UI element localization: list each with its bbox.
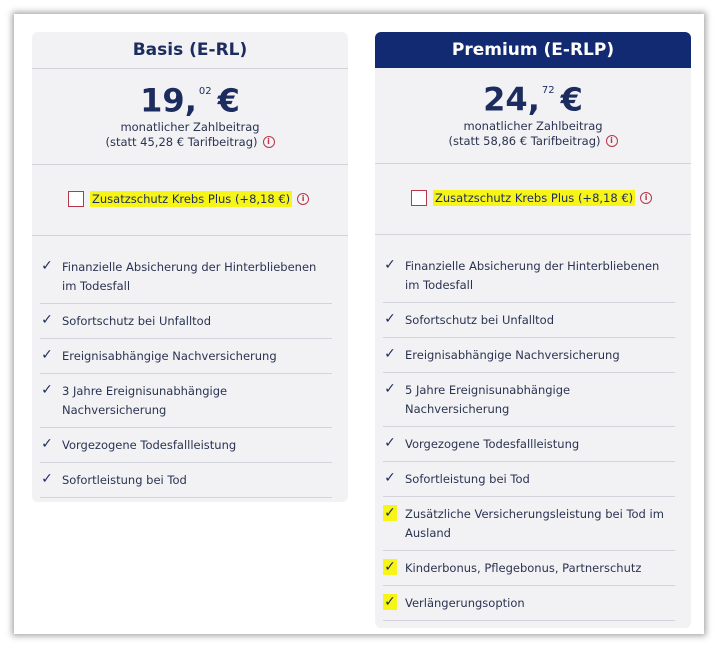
feature-text: Zusätzliche Versicherungsleistung bei Tod im Ausland: [405, 507, 664, 540]
info-icon[interactable]: i: [297, 193, 309, 205]
feature-text: Verlängerungsoption: [405, 596, 525, 610]
feature-text: Vorgezogene Todesfallleistung: [405, 437, 580, 451]
addon-option[interactable]: [68, 191, 309, 207]
feature-text: Sofortschutz bei Unfalltod: [405, 313, 555, 327]
plan-card-basis: [32, 32, 348, 502]
price-main: 24,: [483, 80, 540, 119]
price: [32, 79, 348, 120]
check-icon: ✓: [384, 381, 396, 397]
check-icon: ✓: [41, 258, 53, 274]
feature-text: Sofortschutz bei Unfalltod: [62, 314, 212, 328]
addon-label[interactable]: Zusatzschutz Krebs Plus (+8,18 €): [435, 191, 634, 205]
addon-label[interactable]: Zusatzschutz Krebs Plus (+8,18 €): [92, 192, 291, 206]
feature-item: [383, 462, 675, 497]
feature-item: [40, 463, 332, 498]
feature-text: Finanzielle Absicherung der Hinterbliebenen im Todesfall: [405, 259, 660, 292]
feature-item: [40, 304, 332, 339]
feature-text: Ereignisabhängige Nachversicherung: [405, 348, 620, 362]
plan-card-premium: [375, 32, 691, 628]
feature-item: [383, 303, 675, 338]
info-icon[interactable]: i: [606, 135, 618, 147]
feature-text: Ereignisabhängige Nachversicherung: [62, 349, 277, 363]
check-icon: ✓: [384, 435, 396, 451]
check-icon: ✓: [41, 382, 53, 398]
feature-item-highlighted: [383, 551, 675, 586]
price-note: (statt 45,28 € Tarifbeitrag): [105, 134, 258, 149]
price-currency: €: [217, 81, 240, 120]
plan-title: Basis (E-RL): [32, 32, 348, 69]
info-icon[interactable]: i: [263, 136, 275, 148]
check-icon: ✓: [41, 471, 53, 487]
price-block: [375, 68, 691, 164]
addon-block: [375, 164, 691, 235]
feature-item-highlighted: [383, 586, 675, 621]
feature-item: [40, 428, 332, 463]
check-icon: ✓: [384, 470, 396, 486]
feature-text: 5 Jahre Ereignisunabhängige Nachversicherung: [405, 383, 571, 416]
price-label: monatlicher Zahlbeitrag: [120, 119, 260, 134]
check-icon: ✓: [41, 312, 53, 328]
price-label: monatlicher Zahlbeitrag: [463, 118, 603, 133]
addon-option[interactable]: [411, 190, 652, 206]
price-main: 19,: [140, 81, 197, 120]
feature-item: [40, 339, 332, 374]
price-note: (statt 58,86 € Tarifbeitrag): [448, 133, 601, 148]
price-note-row: [32, 135, 348, 150]
feature-item-highlighted: [383, 497, 675, 551]
feature-item: [40, 250, 332, 304]
check-icon: ✓: [41, 436, 53, 452]
plan-title: Premium (E-RLP): [375, 32, 691, 68]
check-icon: ✓: [384, 257, 396, 273]
addon-block: [32, 165, 348, 236]
check-icon: ✓: [41, 347, 53, 363]
feature-item: [383, 427, 675, 462]
addon-checkbox[interactable]: [411, 190, 427, 206]
check-icon: ✓: [384, 311, 396, 327]
addon-checkbox[interactable]: [68, 191, 84, 207]
feature-item: [383, 249, 675, 303]
feature-item: [383, 338, 675, 373]
feature-item: [383, 373, 675, 427]
price-cents: 02: [198, 86, 212, 97]
check-icon: ✓: [384, 559, 396, 575]
feature-text: Vorgezogene Todesfallleistung: [62, 438, 237, 452]
info-icon[interactable]: i: [640, 192, 652, 204]
feature-list: [32, 236, 348, 498]
feature-list: [375, 235, 691, 621]
feature-text: Kinderbonus, Pflegebonus, Partnerschutz: [405, 561, 642, 575]
feature-text: Finanzielle Absicherung der Hinterbliebenen im Todesfall: [62, 260, 317, 293]
feature-text: 3 Jahre Ereignisunabhängige Nachversicherung: [62, 384, 228, 417]
price: [375, 78, 691, 119]
price-block: [32, 69, 348, 165]
feature-item: [40, 374, 332, 428]
feature-text: Sofortleistung bei Tod: [405, 472, 530, 486]
check-icon: ✓: [384, 594, 396, 610]
check-icon: ✓: [384, 346, 396, 362]
price-cents: 72: [541, 85, 555, 96]
check-icon: ✓: [384, 505, 396, 521]
price-note-row: [375, 134, 691, 149]
feature-text: Sofortleistung bei Tod: [62, 473, 187, 487]
price-currency: €: [560, 80, 583, 119]
